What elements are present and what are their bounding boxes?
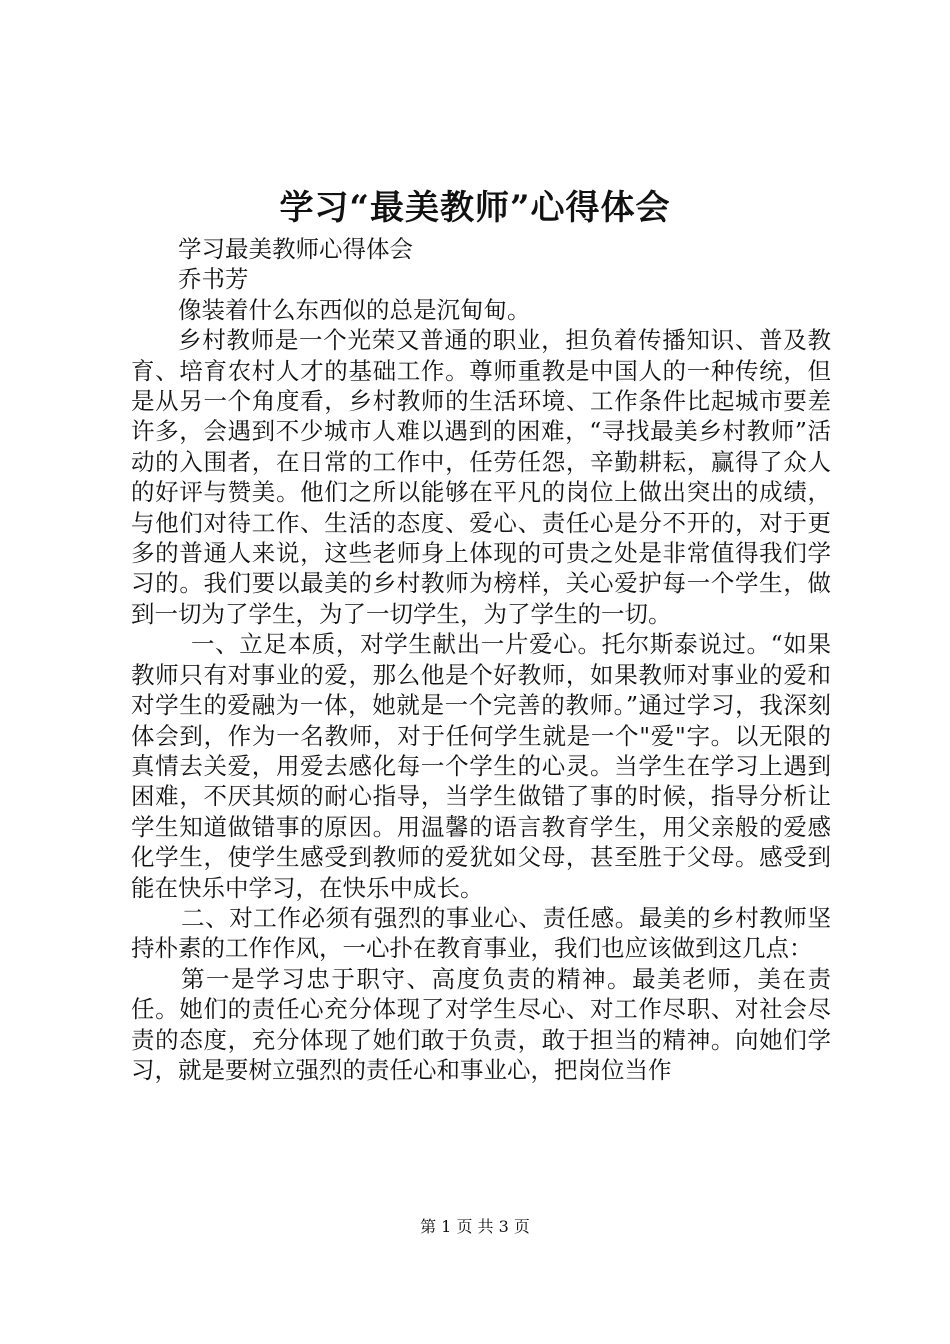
body-paragraph: 第一是学习忠于职守、高度负责的精神。最美老师，美在责任。她们的责任心充分体现了对学生尽心、对工作尽职、对社会尽责的态度，充分体现了她们敢于负责，敢于担当的精神。向她们学习，就是要树立强烈的责任心和事业心，把岗位当作 — [131, 964, 831, 1084]
author-paragraph: 乔书芳 — [178, 265, 249, 294]
document-body — [131, 234, 831, 1085]
subtitle-paragraph: 学习最美教师心得体会 — [178, 235, 413, 263]
body-paragraph: 像装着什么东西似的总是沉甸甸。 — [178, 295, 531, 324]
body-paragraph: 乡村教师是一个光荣又普通的职业，担负着传播知识、普及教育、培育农村人才的基础工作。尊师重教是中国人的一种传统，但是从另一个角度看，乡村教师的生活环境、工作条件比起城市要差许多，会遇到不少城市人难以遇到的困难，“寻找最美乡村教师”活动的入围者，在日常的工作中，任劳任怨，辛勤耕耘，赢得了众人的好评与赞美。他们之所以能够在平凡的岗位上做出突出的成绩，与他们对待工作、生活的态度、爱心、责任心是分不开的，对于更多的普通人来说，这些老师身上体现的可贵之处是非常值得我们学习的。我们要以最美的乡村教师为榜样，关心爱护每一个学生，做到一切为了学生，为了一切学生，为了学生的一切。 — [131, 326, 831, 628]
body-paragraph: 一、立足本质，对学生献出一片爱心。托尔斯泰说过。“如果教师只有对事业的爱，那么他是个好教师，如果教师对事业的爱和对学生的爱融为一体，她就是一个完善的教师。”通过学习，我深刻体会到，作为一名教师，对于任何学生就是一个"爱"字。以无限的真情去关爱，用爱去感化每一个学生的心灵。当学生在学习上遇到困难，不厌其烦的耐心指导，当学生做错了事的时候，指导分析让学生知道做错事的原因。用温馨的语言教育学生，用父亲般的爱感化学生，使学生感受到教师的爱犹如父母，甚至胜于父母。感受到能在快乐中学习，在快乐中成长。 — [131, 630, 831, 902]
document-title: 学习“最美教师”心得体会 — [279, 188, 671, 228]
page-number-footer: 第 1 页 共 3 页 — [420, 1217, 530, 1236]
body-paragraph: 二、对工作必须有强烈的事业心、责任感。最美的乡村教师坚持朴素的工作作风，一心扑在教育事业，我们也应该做到这几点： — [131, 903, 831, 963]
